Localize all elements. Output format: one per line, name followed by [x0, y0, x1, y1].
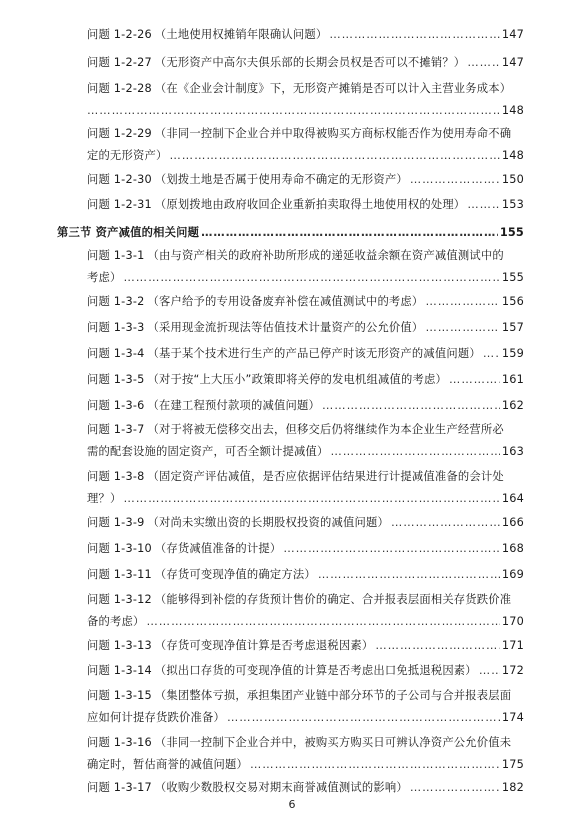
entry-page: 148: [501, 104, 524, 117]
entry-page: 164: [501, 492, 524, 505]
toc-entry[interactable]: [87, 395, 524, 417]
entry-id: 问题 1-2-26: [87, 28, 152, 41]
toc-entry[interactable]: [87, 538, 524, 560]
toc-entry[interactable]: [87, 466, 524, 510]
toc-entry[interactable]: [87, 589, 524, 633]
entry-page: 175: [501, 758, 524, 771]
entry-page: 182: [501, 781, 524, 794]
entry-id: 问题 1-3-11: [87, 568, 152, 581]
entry-id: 问题 1-3-1: [87, 249, 145, 262]
entry-page: 172: [501, 664, 524, 677]
leader-dots: [250, 754, 500, 776]
toc-entry[interactable]: [87, 512, 524, 534]
entry-id: 问题 1-3-7: [87, 423, 145, 436]
leader-dots: [227, 707, 500, 729]
entry-id: 问题 1-3-2: [87, 295, 145, 308]
toc-entry[interactable]: [87, 24, 524, 46]
entry-id: 问题 1-3-17: [87, 781, 152, 794]
leader-dots: [391, 512, 500, 534]
page-number: 6: [288, 798, 296, 811]
entry-title-line-1: （由与资产相关的政府补助所形成的递延收益余额在资产减值测试中的: [147, 249, 504, 262]
section-title: 第三节 资产减值的相关问题: [57, 226, 200, 239]
leader-dots: [410, 169, 500, 191]
entry-page: 170: [501, 615, 524, 628]
entry-title-line-2: 应如何计提存货跌价准备）: [87, 711, 225, 724]
leader-dots: [318, 564, 500, 586]
toc-entry[interactable]: [87, 194, 524, 216]
entry-id: 问题 1-2-30: [87, 173, 152, 186]
leader-dots: [467, 52, 500, 74]
leader-dots: [147, 611, 500, 633]
entry-title: （在建工程预付款项的减值问题）: [147, 399, 320, 412]
toc-entry[interactable]: [87, 660, 524, 682]
entry-title-line-1: （集团整体亏损，承担集团产业链中部分环节的子公司与合并报表层面: [154, 689, 512, 702]
toc-entry[interactable]: [87, 369, 524, 391]
entry-id: 问题 1-3-12: [87, 593, 152, 606]
entry-id: 问题 1-2-28: [87, 82, 152, 95]
leader-dots: [425, 291, 499, 313]
toc-entry[interactable]: [87, 245, 524, 289]
entry-page: 150: [501, 173, 524, 186]
toc-entry[interactable]: [87, 52, 524, 74]
toc-entry[interactable]: [87, 732, 524, 776]
entry-title-line-2: 需的配套设施的固定资产，可否全额计提减值）: [87, 445, 329, 458]
toc-entry[interactable]: [87, 78, 524, 122]
entry-page: 156: [501, 295, 524, 308]
leader-dots: [169, 145, 499, 167]
leader-dots: [449, 369, 500, 391]
leader-dots: [330, 441, 499, 463]
toc-entry[interactable]: [87, 685, 524, 729]
leader-dots: [479, 660, 500, 682]
entry-page: 161: [501, 373, 524, 386]
entry-title-line-1: （非同一控制下企业合并中取得被购买方商标权能否作为使用寿命不确: [154, 127, 512, 140]
entry-page: 168: [501, 542, 524, 555]
entry-title: （存货减值准备的计提）: [154, 542, 282, 555]
section-page: 155: [499, 226, 524, 239]
leader-dots: [410, 777, 500, 799]
entry-page: 162: [501, 399, 524, 412]
entry-id: 问题 1-2-29: [87, 127, 152, 140]
leader-dots: [467, 194, 500, 216]
entry-title-line-2: 理？）: [87, 492, 122, 505]
entry-title-line-1: （对于将被无偿移交出去，但移交后仍将继续作为本企业生产经营所必: [147, 423, 504, 436]
entry-page: 155: [501, 271, 524, 284]
entry-title-line-2: 备的考虑）: [87, 615, 145, 628]
leader-dots: [483, 343, 500, 365]
entry-id: 问题 1-2-31: [87, 198, 152, 211]
entry-id: 问题 1-3-15: [87, 689, 152, 702]
entry-page: 169: [501, 568, 524, 581]
entry-title: （对于按“上大压小”政策即将关停的发电机组减值的考虑）: [147, 373, 448, 386]
entry-title: （收购少数股权交易对期末商誉减值测试的影响）: [154, 781, 408, 794]
entry-title: （对尚未实缴出资的长期股权投资的减值问题）: [147, 516, 389, 529]
toc-entry[interactable]: [87, 169, 524, 191]
entry-title-line-2: 考虑）: [87, 271, 122, 284]
toc-entry[interactable]: [87, 419, 524, 463]
entry-page: 153: [501, 198, 524, 211]
toc-entry[interactable]: [87, 291, 524, 313]
toc-entry[interactable]: [87, 564, 524, 586]
entry-page: 147: [501, 28, 524, 41]
entry-page: 148: [501, 149, 524, 162]
entry-title: （原划拨地由政府收回企业重新拍卖取得土地使用权的处理）: [154, 198, 466, 211]
entry-title: （划拨土地是否属于使用寿命不确定的无形资产）: [154, 173, 408, 186]
leader-dots: [283, 538, 499, 560]
entry-title: （拟出口存货的可变现净值的计算是否考虑出口免抵退税因素）: [154, 664, 477, 677]
toc-entry[interactable]: [87, 635, 524, 657]
entry-id: 问题 1-3-10: [87, 542, 152, 555]
entry-page: 166: [501, 516, 524, 529]
entry-title-line-2: 确定时，暂估商誉的减值问题）: [87, 758, 248, 771]
entry-id: 问题 1-3-8: [87, 470, 145, 483]
entry-id: 问题 1-3-9: [87, 516, 145, 529]
entry-title: （土地使用权摊销年限确认问题）: [154, 28, 328, 41]
entry-title-line-1: （非同一控制下企业合并中，被购买方购买日可辨认净资产公允价值未: [154, 736, 512, 749]
entry-title: （无形资产中高尔夫俱乐部的长期会员权是否可以不摊销？）: [154, 56, 466, 69]
entry-id: 问题 1-3-4: [87, 347, 145, 360]
entry-title: （基于某个技术进行生产的产品已停产时该无形资产的减值问题）: [147, 347, 481, 360]
entry-id: 问题 1-3-5: [87, 373, 145, 386]
toc-entry[interactable]: [87, 777, 524, 799]
entry-title: （采用现金流折现法等估值技术计量资产的公允价值）: [147, 321, 424, 334]
entry-id: 问题 1-3-16: [87, 736, 152, 749]
entry-id: 问题 1-3-6: [87, 399, 145, 412]
toc-entry[interactable]: [87, 317, 524, 339]
entry-title: （在《企业会计制度》下，无形资产摊销是否可以计入主营业务成本）: [154, 82, 512, 95]
entry-title: （存货可变现净值计算是否考虑退税因素）: [154, 639, 374, 652]
entry-page: 157: [501, 321, 524, 334]
entry-title-line-1: （固定资产评估减值，是否应依据评估结果进行计提减值准备的会计处: [147, 470, 504, 483]
leader-dots: [322, 395, 500, 417]
entry-id: 问题 1-3-14: [87, 664, 152, 677]
entry-title-line-1: （能够得到补偿的存货预计售价的确定、合并报表层面相关存货跌价准: [154, 593, 512, 606]
leader-dots: [425, 317, 499, 339]
leader-dots: [124, 488, 500, 510]
entry-title: （客户给予的专用设备废弃补偿在减值测试中的考虑）: [147, 295, 424, 308]
toc-entry[interactable]: [87, 123, 524, 167]
entry-id: 问题 1-2-27: [87, 56, 152, 69]
toc-entry[interactable]: [87, 343, 524, 365]
entry-page: 159: [501, 347, 524, 360]
entry-page: 171: [501, 639, 524, 652]
entry-title: （存货可变现净值的确定方法）: [154, 568, 316, 581]
entry-page: 174: [501, 711, 524, 724]
entry-page: 163: [501, 445, 524, 458]
toc-section-heading[interactable]: [57, 222, 524, 244]
entry-id: 问题 1-3-13: [87, 639, 152, 652]
leader-dots: [124, 267, 500, 289]
entry-title-line-2: 定的无形资产）: [87, 149, 168, 162]
leader-dots: [375, 635, 499, 657]
leader-dots: [201, 222, 498, 244]
leader-dots: [87, 100, 500, 122]
entry-id: 问题 1-3-3: [87, 321, 145, 334]
entry-page: 147: [501, 56, 524, 69]
leader-dots: [329, 24, 499, 46]
